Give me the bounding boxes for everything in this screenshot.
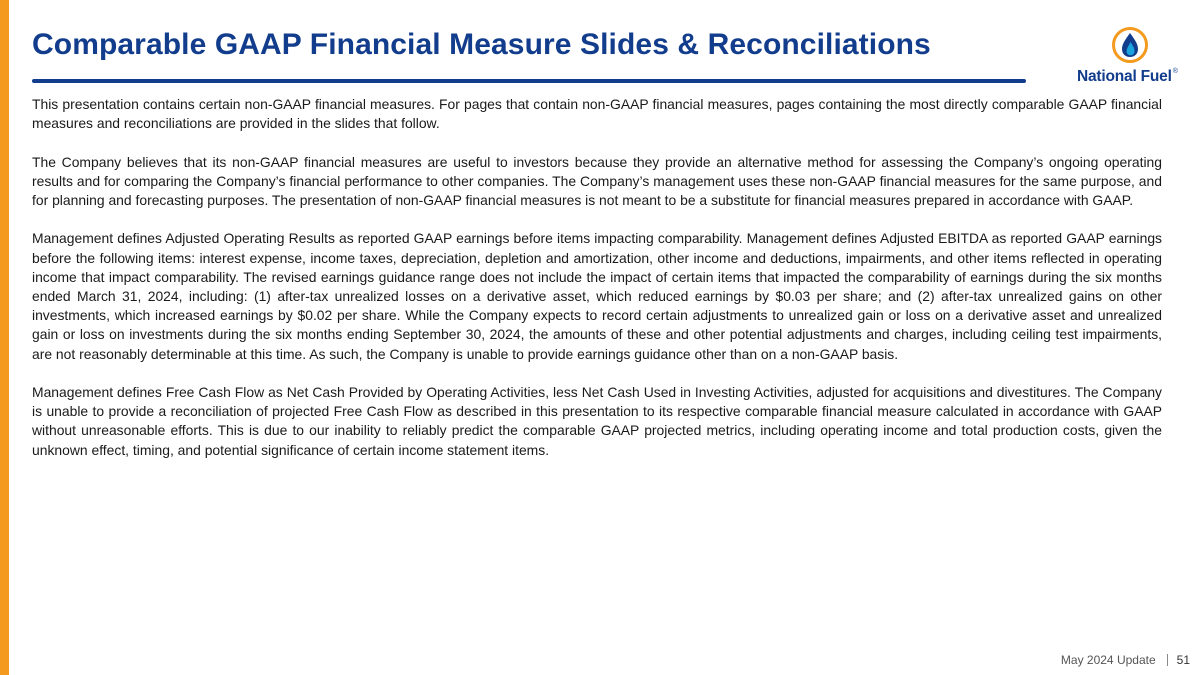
body-text (32, 95, 1162, 479)
footer-label: May 2024 Update (1060, 653, 1156, 667)
footer-separator (1167, 654, 1168, 666)
logo-wordmark (1077, 68, 1178, 86)
flame-logo-icon (1111, 26, 1149, 64)
title-underline (32, 79, 1026, 83)
paragraph-adjusted-results: Management defines Adjusted Operating Results as reported GAAP earnings before items impacting comparability. Management defines Adjusted EBITDA as reported GAAP earnings before the following items: interest expense, income taxes, depreciation, depletion and amortization, other income and deductions, impairments, and other items reflected in operating income that impact comparability. The revised earnings guidance range does not include the impact of certain items that impacted the comparability of earnings during the six months ended March 31, 2024, including: (1) after-tax unrealized losses on a derivative asset, which reduced earnings by $0.03 per share; and (2) after-tax unrealized gains on other investments, which increased earnings by $0.02 per share. While the Company expects to record certain adjustments to unrealized gain or loss on a derivative asset and unrealized gain or loss on investments during the six months ending September 30, 2024, the amounts of these and other potential adjustments and charges, including ceiling test impairments, are not reasonably determinable at this time. As such, the Company is unable to provide earnings guidance other than on a non-GAAP basis. (32, 230, 1162, 362)
registered-mark: ® (1172, 68, 1178, 75)
accent-side-bar (0, 0, 9, 675)
slide-footer (1061, 653, 1190, 667)
paragraph-free-cash-flow: Management defines Free Cash Flow as Net Cash Provided by Operating Activities, less Net Cash Used in Investing Activities, adjusted for acquisitions and divestitures. The Company is unable to provide a reconciliation of projected Free Cash Flow as described in this presentation to its respective comparable financial measure calculated in accordance with GAAP without unreasonable efforts. This is due to our inability to reliably predict the comparable GAAP projected metrics, including operating income and total production costs, given the unknown effect, timing, and potential significance of certain income statement items. (32, 384, 1162, 458)
paragraph-non-gaap-intro: This presentation contains certain non-GAAP financial measures. For pages that contain non-GAAP financial measures, pages containing the most directly comparable GAAP financial measures and reconciliations are provided in the slides that follow. (32, 96, 1162, 132)
page-number: 51 (1176, 653, 1190, 667)
paragraph-usefulness: The Company believes that its non-GAAP financial measures are useful to investors because they provide an alternative method for assessing the Company’s ongoing operating results and for comparing the Company’s financial performance to other companies. The Company’s management uses these non-GAAP financial measures for the same purpose, and for planning and forecasting purposes. The presentation of non-GAAP financial measures is not meant to be a substitute for financial measures prepared in accordance with GAAP. (32, 153, 1162, 208)
company-logo (1074, 26, 1192, 90)
logo-name: National Fuel (1077, 68, 1172, 85)
slide-title: Comparable GAAP Financial Measure Slides & Reconciliations (32, 28, 931, 61)
